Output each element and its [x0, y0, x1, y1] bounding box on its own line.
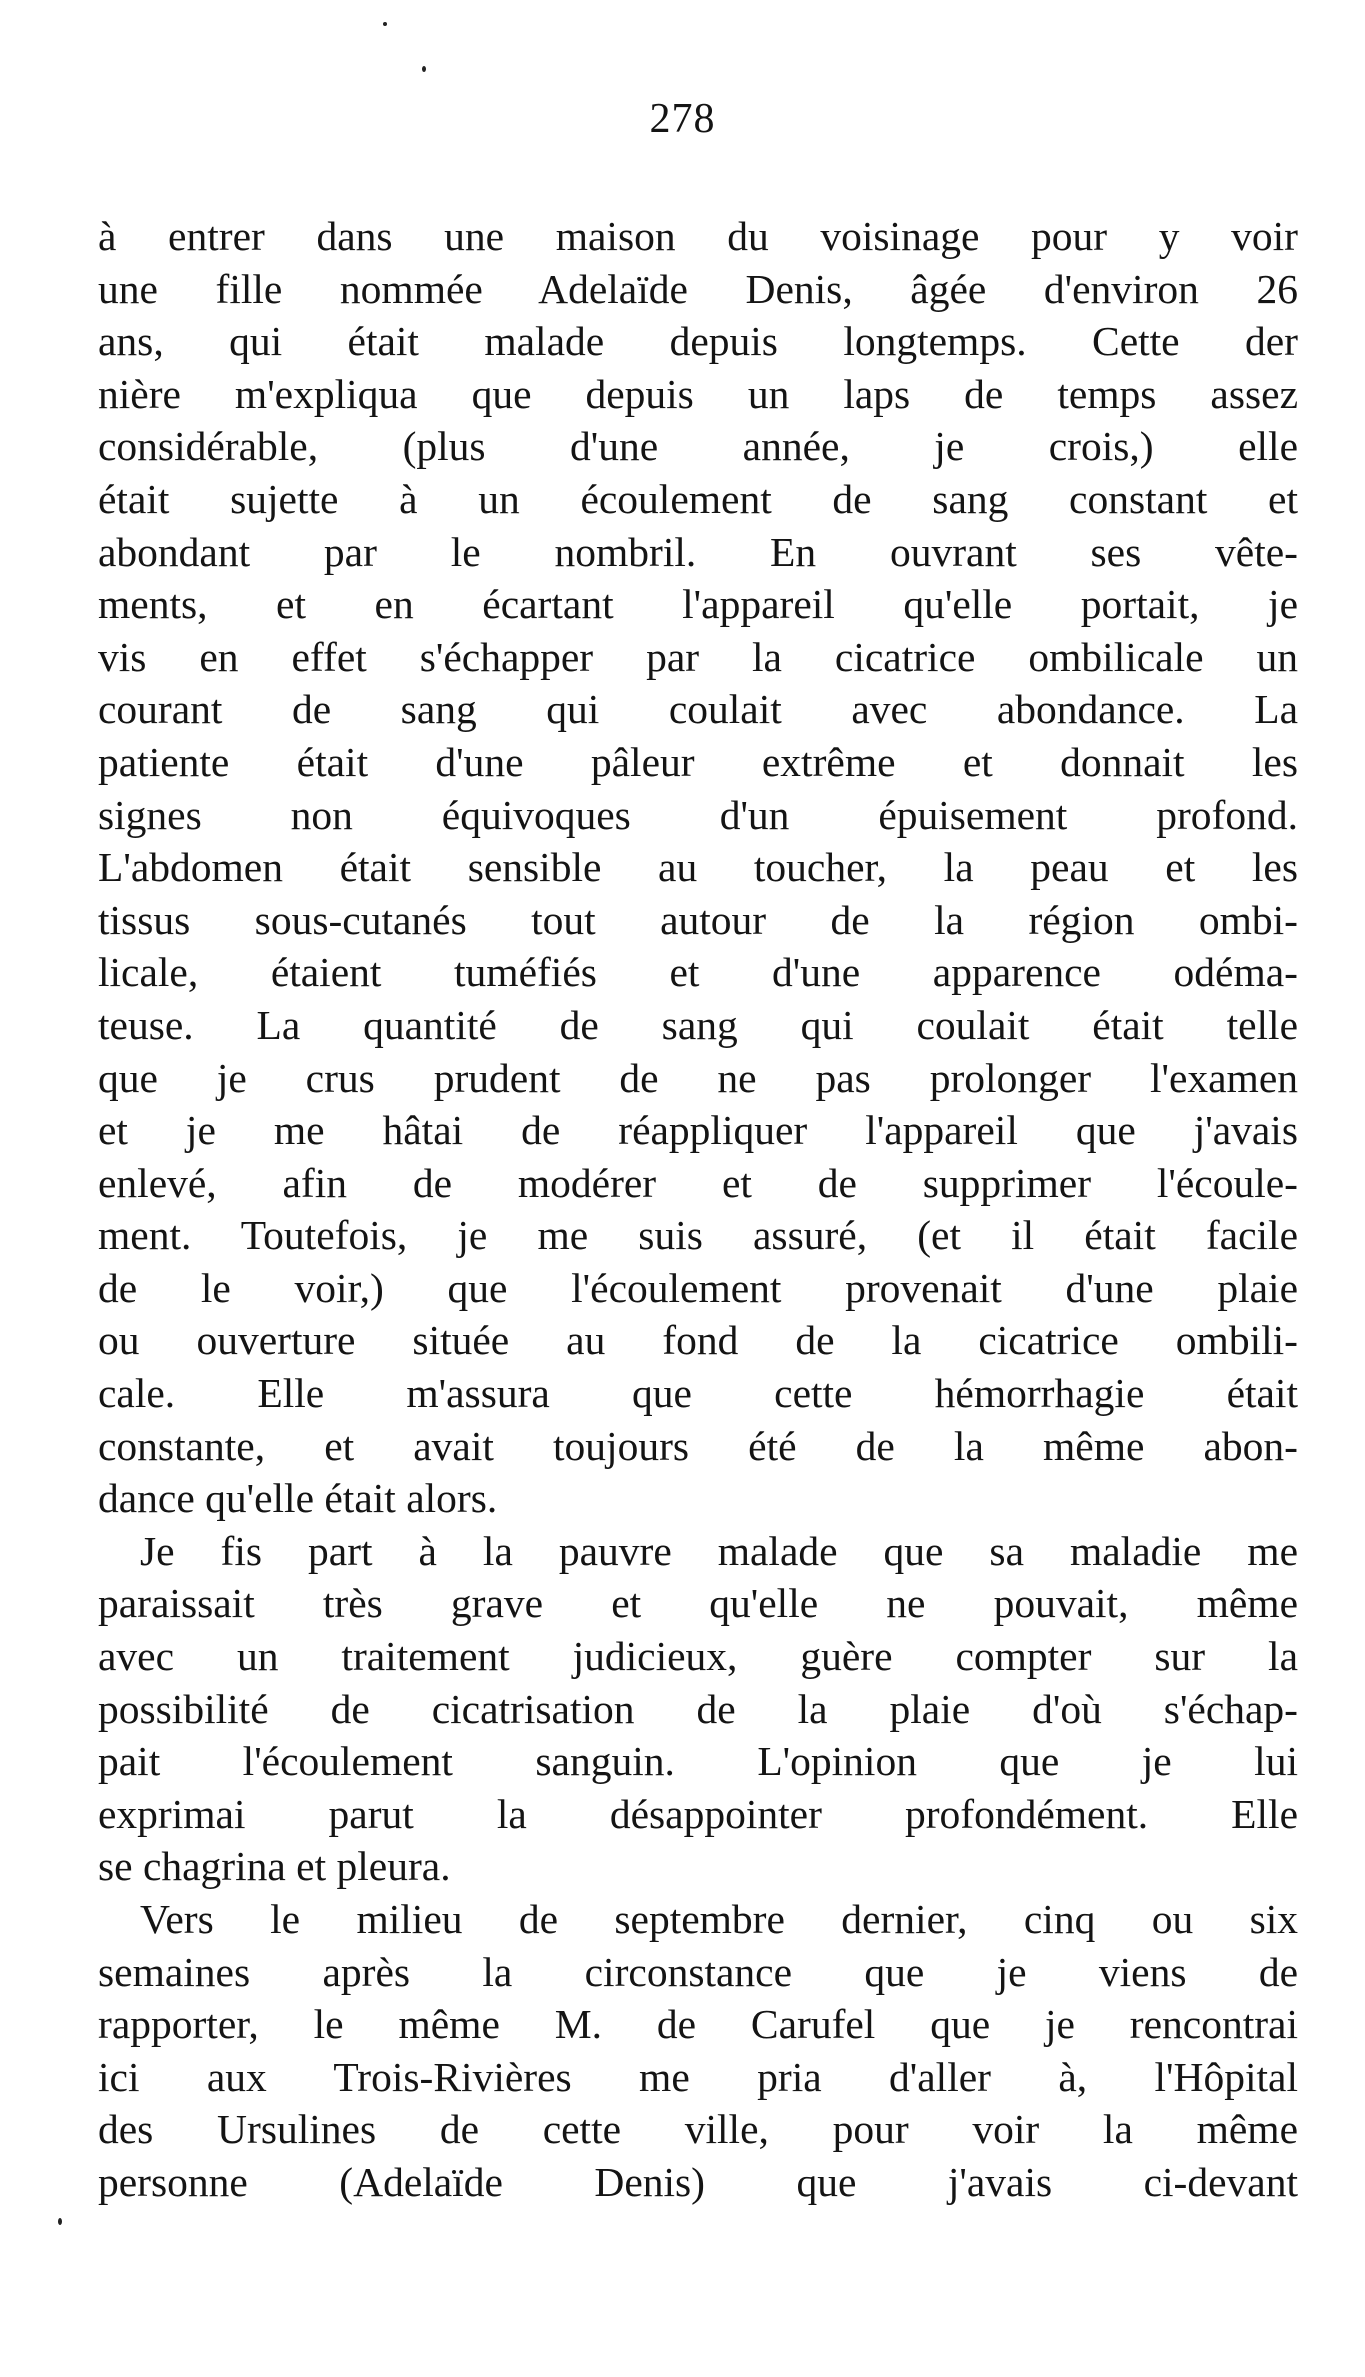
text-line: cale. Elle m'assura que cette hémorrhagie était [98, 1370, 1298, 1417]
text-line: se chagrina et pleura. [98, 1843, 451, 1890]
text-line: licale, étaient tuméfiés et d'une apparence odéma- [98, 949, 1298, 996]
text-line: des Ursulines de cette ville, pour voir la même [98, 2106, 1298, 2153]
page-number: 278 [649, 96, 716, 142]
text-line: enlevé, afin de modérer et de supprimer l'écoule- [98, 1159, 1298, 1206]
text-line: teuse. La quantité de sang qui coulait était telle [98, 1001, 1298, 1048]
text-line: personne (Adelaïde Denis) que j'avais ci-devant [98, 2158, 1298, 2205]
text-line: ments, et en écartant l'appareil qu'elle portait, je [98, 581, 1298, 628]
text-line: rapporter, le même M. de Carufel que je rencontrai [98, 2001, 1298, 2048]
text-line: abondant par le nombril. En ouvrant ses vête- [98, 528, 1298, 575]
text-line: pait l'écoulement sanguin. L'opinion que je lui [98, 1738, 1298, 1785]
text-line: exprimai parut la désappointer profondément. Elle [98, 1790, 1298, 1837]
text-line: tissus sous-cutanés tout autour de la région ombi- [98, 896, 1298, 943]
text-line: paraissait très grave et qu'elle ne pouvait, même [98, 1580, 1298, 1627]
text-line: L'abdomen était sensible au toucher, la peau et les [98, 844, 1298, 891]
text-line: de le voir,) que l'écoulement provenait d'une plaie [98, 1264, 1298, 1311]
paragraph [98, 210, 1298, 1525]
text-line: constante, et avait toujours été de la même abon- [98, 1422, 1298, 1469]
text-line: ici aux Trois-Rivières me pria d'aller à, l'Hôpital [98, 2053, 1298, 2100]
text-line: signes non équivoques d'un épuisement profond. [98, 791, 1298, 838]
text-line: considérable, (plus d'une année, je crois,) elle [98, 423, 1298, 470]
text-line: ou ouverture située au fond de la cicatrice ombili- [98, 1317, 1298, 1364]
text-line: patiente était d'une pâleur extrême et donnait les [98, 738, 1298, 785]
text-line: courant de sang qui coulait avec abondance. La [98, 686, 1298, 733]
text-line: dance qu'elle était alors. [98, 1475, 498, 1522]
text-line: avec un traitement judicieux, guère compter sur la [98, 1633, 1298, 1680]
text-line: à entrer dans une maison du voisinage pour y voir [98, 213, 1298, 259]
text-line: Je fis part à la pauvre malade que sa maladie me [140, 1527, 1298, 1574]
text-line: nière m'expliqua que depuis un laps de temps assez [98, 370, 1298, 417]
text-line: Vers le milieu de septembre dernier, cinq ou six [140, 1896, 1298, 1942]
text-line: possibilité de cicatrisation de la plaie d'où s'échap- [98, 1685, 1298, 1732]
body-text [98, 210, 1298, 2209]
paragraph [98, 1893, 1298, 2209]
paragraph [98, 1525, 1298, 1893]
text-line: une fille nommée Adelaïde Denis, âgée d'environ 26 [98, 265, 1298, 312]
text-line: semaines après la circonstance que je viens de [98, 1948, 1298, 1995]
text-line: ans, qui était malade depuis longtemps. Cette der [98, 318, 1298, 365]
text-line: ment. Toutefois, je me suis assuré, (et il était facile [98, 1212, 1298, 1259]
text-line: était sujette à un écoulement de sang constant et [98, 475, 1298, 522]
text-line: et je me hâtai de réappliquer l'appareil que j'avais [98, 1107, 1298, 1154]
text-line: vis en effet s'échapper par la cicatrice ombilicale un [98, 633, 1298, 680]
text-line: que je crus prudent de ne pas prolonger l'examen [98, 1054, 1298, 1101]
